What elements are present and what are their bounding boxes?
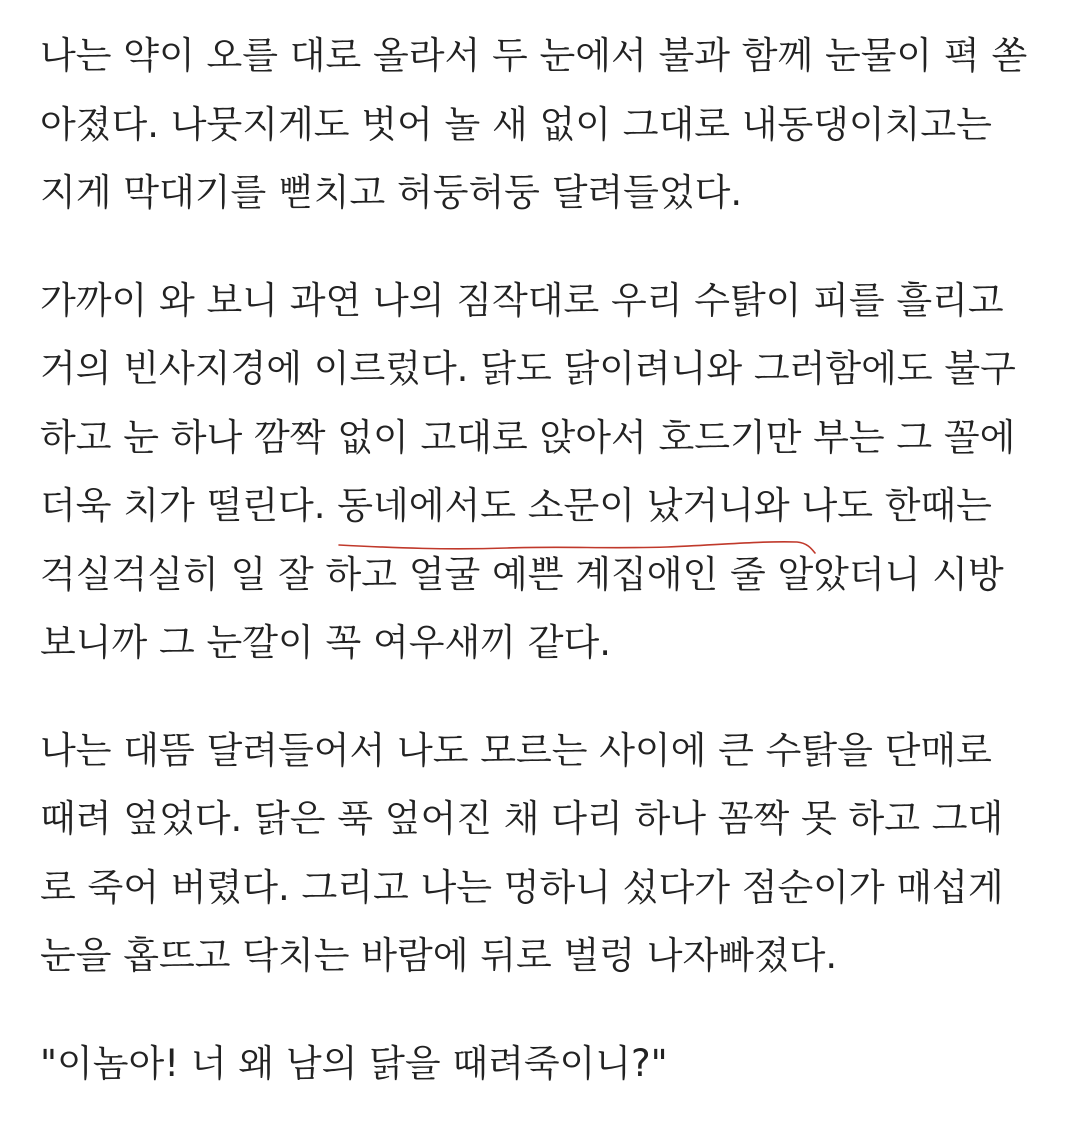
text-segment: 더욱 치가 떨린다. — [40, 484, 338, 527]
text-line: 나는 약이 오를 대로 올라서 두 눈에서 불과 함께 눈물이 펵 쏟 — [40, 34, 1028, 77]
paragraph — [40, 22, 1040, 228]
paragraph — [40, 717, 1040, 991]
underlined-text: 동네에서도 소문이 났거니와 — [337, 484, 790, 527]
text-line: 지게 막대기를 뻗치고 허둥허둥 달려들었다. — [40, 171, 743, 214]
dialogue-line: "이놈아! 너 왜 남의 닭을 때려죽이니?" — [40, 1041, 668, 1085]
text-line: 나는 대뜸 달려들어서 나도 모르는 사이에 큰 수탉을 단매로 — [40, 728, 992, 772]
text-segment: 나도 한때는 — [789, 484, 992, 527]
text-line-with-underline — [40, 472, 1040, 541]
text-line: 아졌다. 나뭇지게도 벗어 놀 새 없이 그대로 내동댕이치고는 — [40, 102, 992, 146]
paragraph-dialogue — [40, 1030, 1040, 1099]
text-line: 가까이 와 보니 과연 나의 짐작대로 우리 수탉이 피를 흘리고 — [40, 278, 1004, 322]
text-line: 하고 눈 하나 깜짝 없이 고대로 앉아서 호드기만 부는 그 꼴에 — [40, 415, 1016, 459]
text-line: 거의 빈사지경에 이르렀다. 닭도 닭이려니와 그러함에도 불구 — [40, 347, 1016, 390]
text-line: 로 죽어 버렸다. 그리고 나는 멍하니 섰다가 점순이가 매섭게 — [40, 865, 1004, 909]
text-line: 보니까 그 눈깔이 꼭 여우새끼 같다. — [40, 621, 611, 664]
text-line: 때려 엎었다. 닭은 푹 엎어진 채 다리 하나 꼼짝 못 하고 그대 — [40, 797, 1004, 840]
paragraph — [40, 267, 1040, 678]
underlined-phrase — [337, 472, 789, 541]
text-line: 걱실걱실히 일 잘 하고 얼굴 예쁜 계집애인 줄 알았더니 시방 — [40, 552, 1004, 596]
text-line: 눈을 홉뜨고 닥치는 바람에 뒤로 벌렁 나자빠졌다. — [40, 934, 838, 977]
